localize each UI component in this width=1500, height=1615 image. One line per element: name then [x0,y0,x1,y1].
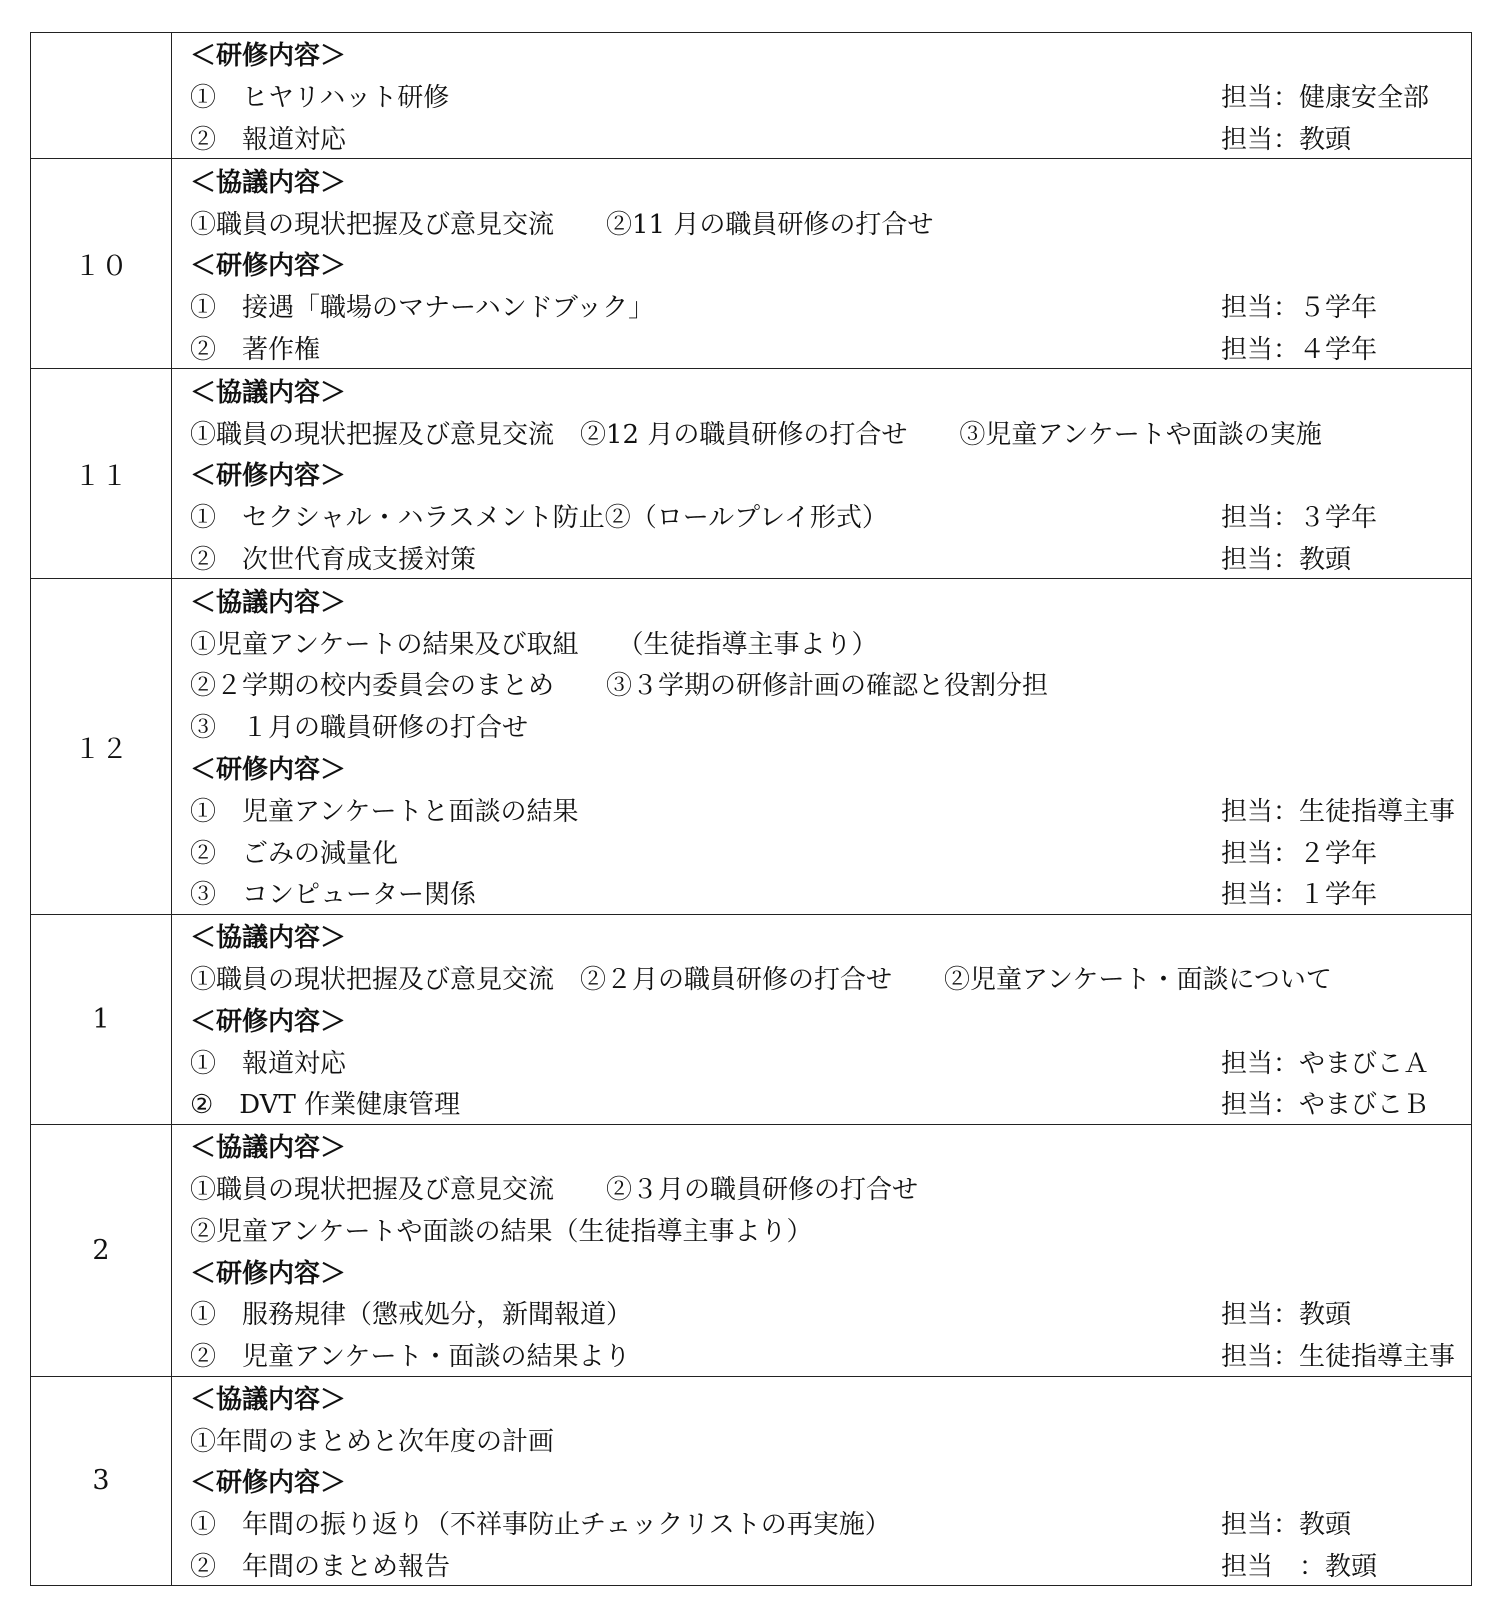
line-text: ＜協議内容＞ [190,1384,347,1415]
month-cell: 3 [31,1376,172,1586]
line-text: ＜研修内容＞ [190,1006,347,1037]
owner-label: 担当：５学年 [1221,293,1378,324]
owner-label: 担当：生徒指導主事 [1221,1342,1456,1373]
month-cell: 2 [31,1124,172,1376]
content-cell [172,33,1472,159]
section-heading [190,369,1461,411]
agenda-line [190,1544,1461,1586]
month-cell [31,33,172,159]
agenda-line [190,1167,1461,1209]
owner-label: 担当：教頭 [1221,1300,1352,1331]
schedule-row [31,579,1472,914]
schedule-row [31,33,1472,159]
section-heading [190,1460,1461,1502]
agenda-line [190,621,1461,663]
line-text: ② 年間のまとめ報告 [190,1552,451,1583]
owner-label: 担当：３学年 [1221,503,1378,534]
month-cell: 1 [31,914,172,1124]
line-text: ＜協議内容＞ [190,587,347,618]
schedule-row [31,914,1472,1124]
section-heading [190,747,1461,789]
line-text: ＜協議内容＞ [190,923,347,954]
line-text: ① 児童アンケートと面談の結果 [190,796,579,827]
owner-label: 担当：生徒指導主事 [1221,796,1456,827]
agenda-line [190,1082,1461,1124]
schedule-row [31,1376,1472,1586]
line-text: ＜協議内容＞ [190,1133,347,1164]
owner-label: 担当：教頭 [1221,1510,1352,1541]
owner-label: 担当：やまびこＢ [1221,1090,1430,1121]
line-text: ② 児童アンケート・面談の結果より [190,1342,631,1373]
agenda-line [190,1334,1461,1376]
section-heading [190,915,1461,957]
month-cell: １１ [31,369,172,579]
section-heading [190,243,1461,285]
owner-label: 担当：２学年 [1221,838,1378,869]
line-text: ＜協議内容＞ [190,167,347,198]
agenda-line [190,957,1461,999]
agenda-line [190,285,1461,327]
content-cell [172,914,1472,1124]
content-cell [172,579,1472,914]
owner-label: 担当 ：教頭 [1221,1552,1378,1583]
agenda-line [190,1502,1461,1544]
line-text: ＜研修内容＞ [190,251,347,282]
line-text: ①職員の現状把握及び意見交流 ②11 月の職員研修の打合せ [190,209,934,240]
schedule-row [31,1124,1472,1376]
content-cell [172,1376,1472,1586]
line-text: ②２学期の校内委員会のまとめ ③３学期の研修計画の確認と役割分担 [190,671,1049,702]
line-text: ① 接遇「職場のマナーハンドブック」 [190,293,655,324]
section-heading [190,1377,1461,1419]
agenda-line [190,1040,1461,1082]
agenda-line [190,201,1461,243]
owner-label: 担当：教頭 [1221,544,1352,575]
schedule-row [31,159,1472,369]
owner-label: 担当：健康安全部 [1221,83,1430,114]
line-text: ② DVT 作業健康管理 [190,1090,461,1121]
agenda-line [190,705,1461,747]
agenda-line [190,495,1461,537]
owner-label: 担当：教頭 [1221,124,1352,155]
line-text: ② 著作権 [190,334,321,365]
owner-label: 担当：１学年 [1221,880,1378,911]
agenda-line [190,663,1461,705]
line-text: ② ごみの減量化 [190,838,399,869]
line-text: ＜協議内容＞ [190,377,347,408]
schedule-body [31,33,1472,1586]
section-heading [190,1250,1461,1292]
line-text: ＜研修内容＞ [190,1468,347,1499]
line-text: ③ １月の職員研修の打合せ [190,713,529,744]
section-heading [190,998,1461,1040]
agenda-line [190,830,1461,872]
schedule-row [31,369,1472,579]
content-cell [172,1124,1472,1376]
line-text: ② 次世代育成支援対策 [190,544,477,575]
owner-label: 担当：４学年 [1221,334,1378,365]
section-heading [190,159,1461,201]
month-cell: １２ [31,579,172,914]
section-heading [190,33,1461,75]
content-cell [172,369,1472,579]
line-text: ① 年間の振り返り（不祥事防止チェックリストの再実施） [190,1510,891,1541]
line-text: ①職員の現状把握及び意見交流 ②２月の職員研修の打合せ ②児童アンケート・面談について [190,964,1332,995]
agenda-line [190,788,1461,830]
agenda-line [190,327,1461,369]
agenda-line [190,872,1461,914]
line-text: ① 服務規律（懲戒処分，新聞報道） [190,1300,633,1331]
line-text: ＜研修内容＞ [190,1258,347,1289]
line-text: ①年間のまとめと次年度の計画 [190,1426,555,1457]
line-text: ①児童アンケートの結果及び取組 （生徒指導主事より） [190,629,878,660]
month-cell: １０ [31,159,172,369]
agenda-line [190,537,1461,579]
agenda-line [190,75,1461,117]
agenda-line [190,1292,1461,1334]
section-heading [190,453,1461,495]
line-text: ① ヒヤリハット研修 [190,83,450,114]
line-text: ①職員の現状把握及び意見交流 ②３月の職員研修の打合せ [190,1174,919,1205]
line-text: ① セクシャル・ハラスメント防止②（ロールプレイ形式） [190,503,888,534]
section-heading [190,579,1461,621]
agenda-line [190,1418,1461,1460]
agenda-line [190,411,1461,453]
line-text: ＜研修内容＞ [190,754,347,785]
content-cell [172,159,1472,369]
owner-label: 担当：やまびこＡ [1221,1048,1430,1079]
line-text: ①職員の現状把握及び意見交流 ②12 月の職員研修の打合せ ③児童アンケートや面談の実施 [190,419,1322,450]
agenda-line [190,1208,1461,1250]
line-text: ＜研修内容＞ [190,461,347,492]
section-heading [190,1125,1461,1167]
line-text: ① 報道対応 [190,1048,347,1079]
line-text: ＜研修内容＞ [190,41,347,72]
training-schedule-table [30,32,1472,1586]
agenda-line [190,117,1461,159]
line-text: ③ コンピューター関係 [190,880,477,911]
line-text: ②児童アンケートや面談の結果（生徒指導主事より） [190,1216,813,1247]
line-text: ② 報道対応 [190,124,347,155]
